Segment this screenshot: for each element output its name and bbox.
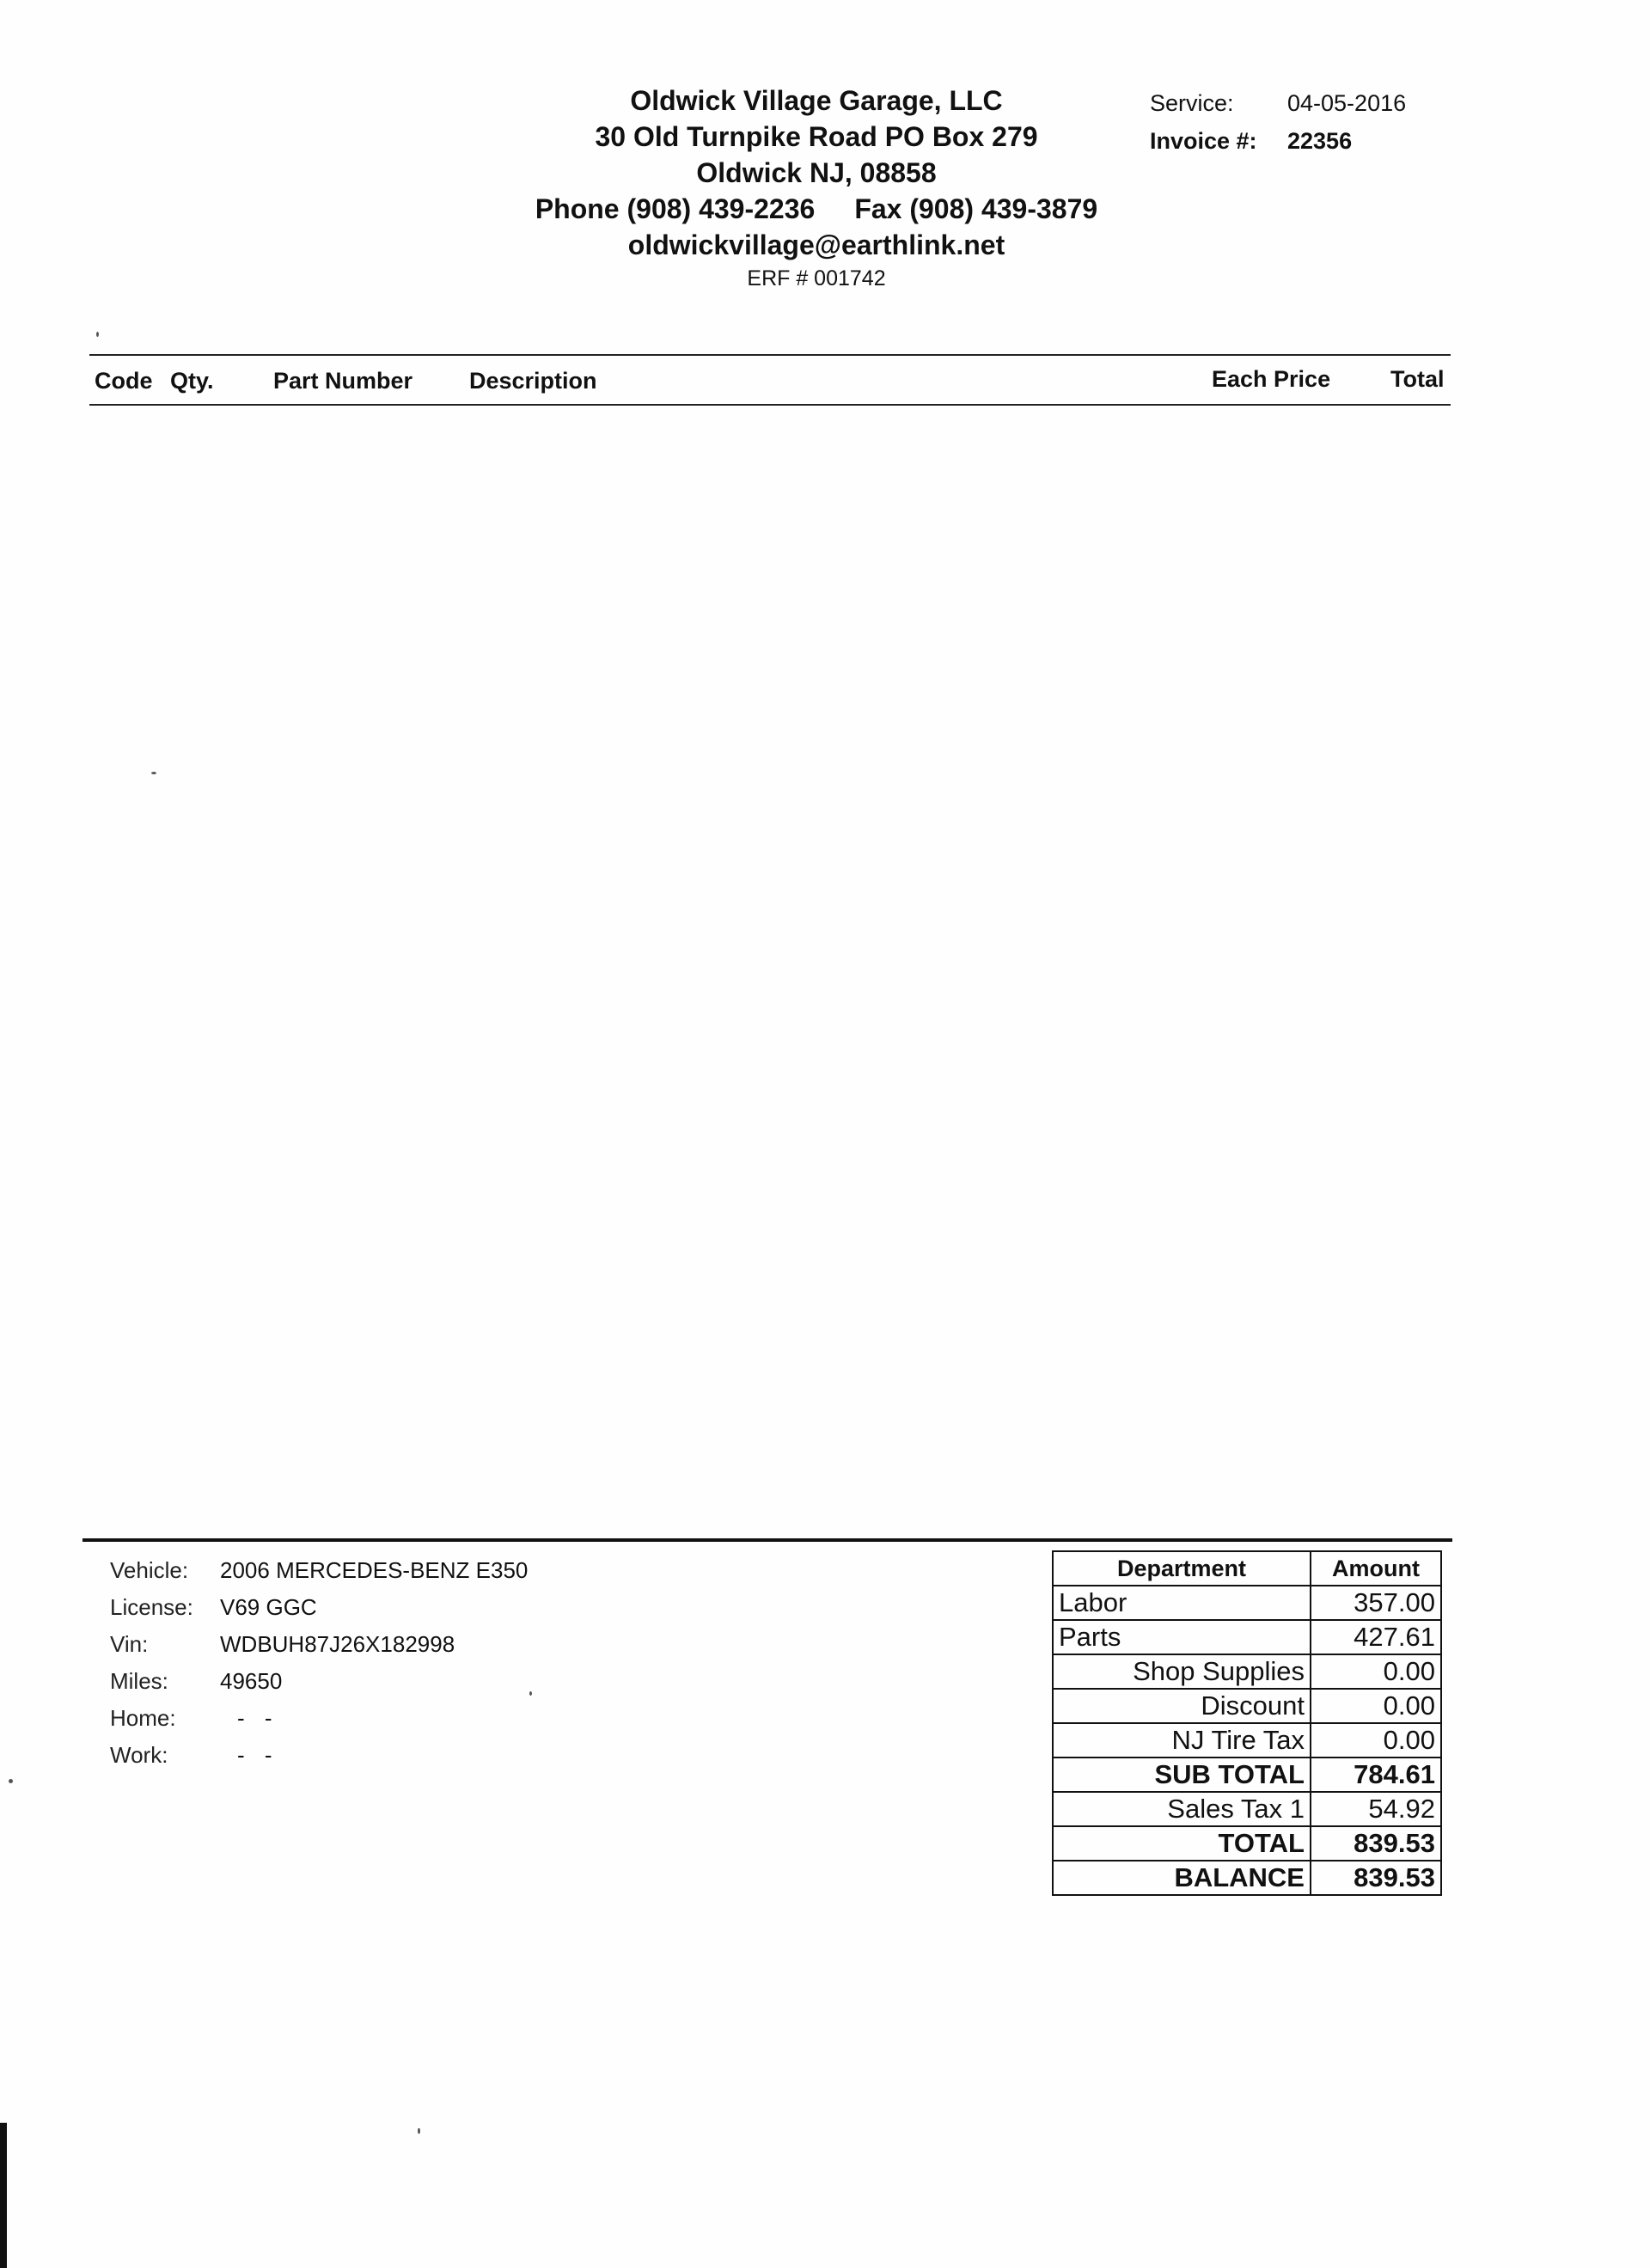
company-name: Oldwick Village Garage, LLC (630, 85, 1003, 116)
tire-tax-row (1053, 1723, 1441, 1758)
labor-row (1053, 1586, 1441, 1620)
service-date: 04-05-2016 (1287, 90, 1407, 116)
vehicle-info (110, 1552, 528, 1774)
column-total: Total (1390, 366, 1445, 392)
subtotal-label: SUB TOTAL (1053, 1758, 1311, 1792)
totals-table (1052, 1550, 1442, 1896)
labor-amount: 357.00 (1311, 1586, 1441, 1620)
company-header (481, 83, 1152, 294)
parts-amount: 427.61 (1311, 1620, 1441, 1654)
invoice-meta (1150, 84, 1406, 160)
shop-supplies-row (1053, 1654, 1441, 1689)
balance-row (1053, 1861, 1441, 1895)
column-qty: Qty. (170, 368, 214, 394)
parts-row (1053, 1620, 1441, 1654)
parts-label: Parts (1053, 1620, 1311, 1654)
work-row (110, 1737, 528, 1774)
company-email: oldwickvillage@earthlink.net (627, 229, 1005, 260)
scan-speck (96, 332, 99, 337)
header-bottom-rule (89, 404, 1451, 406)
vin-label: Vin: (110, 1631, 149, 1657)
invoice-number: 22356 (1287, 128, 1353, 154)
totals-header-row (1053, 1551, 1441, 1586)
home-value: - - (237, 1705, 279, 1731)
sales-tax-row (1053, 1792, 1441, 1826)
subtotal-row (1053, 1758, 1441, 1792)
shop-supplies-amount: 0.00 (1311, 1654, 1441, 1689)
department-header: Department (1053, 1551, 1311, 1586)
discount-amount: 0.00 (1311, 1689, 1441, 1723)
erf-number: ERF # 001742 (747, 266, 886, 290)
sales-tax-label: Sales Tax 1 (1053, 1792, 1311, 1826)
company-address-line-1: 30 Old Turnpike Road PO Box 279 (595, 121, 1038, 152)
tire-tax-amount: 0.00 (1311, 1723, 1441, 1758)
vin-row (110, 1626, 528, 1663)
vin-value: WDBUH87J26X182998 (220, 1631, 455, 1657)
balance-label: BALANCE (1053, 1861, 1311, 1895)
work-label: Work: (110, 1742, 168, 1768)
invoice-label: Invoice #: (1150, 128, 1257, 154)
column-each-price: Each Price (1212, 366, 1331, 392)
scan-speck (9, 1779, 13, 1783)
company-address-line-2: Oldwick NJ, 08858 (696, 157, 937, 188)
company-fax: Fax (908) 439-3879 (854, 193, 1098, 224)
subtotal-amount: 784.61 (1311, 1758, 1441, 1792)
company-phone: Phone (908) 439-2236 (535, 193, 816, 224)
scan-binding-edge (0, 2123, 7, 2268)
amount-header: Amount (1311, 1551, 1441, 1586)
vehicle-value: 2006 MERCEDES-BENZ E350 (220, 1557, 529, 1583)
tire-tax-label: NJ Tire Tax (1053, 1723, 1311, 1758)
sales-tax-amount: 54.92 (1311, 1792, 1441, 1826)
vehicle-label: Vehicle: (110, 1557, 189, 1583)
miles-value: 49650 (220, 1668, 283, 1694)
scan-speck (151, 772, 156, 774)
discount-row (1053, 1689, 1441, 1723)
company-contact (481, 191, 1152, 227)
column-code: Code (95, 368, 153, 394)
scan-speck (418, 2128, 420, 2134)
total-label: TOTAL (1053, 1826, 1311, 1861)
balance-amount: 839.53 (1311, 1861, 1441, 1895)
total-row (1053, 1826, 1441, 1861)
license-value: V69 GGC (220, 1594, 317, 1620)
column-description: Description (469, 368, 597, 394)
discount-label: Discount (1053, 1689, 1311, 1723)
license-label: License: (110, 1594, 193, 1620)
footer-rule (82, 1538, 1452, 1542)
scan-speck (529, 1691, 532, 1696)
vehicle-row (110, 1552, 528, 1589)
service-label: Service: (1150, 90, 1234, 116)
miles-label: Miles: (110, 1668, 168, 1694)
work-value: - - (237, 1742, 279, 1768)
home-label: Home: (110, 1705, 176, 1731)
shop-supplies-label: Shop Supplies (1053, 1654, 1311, 1689)
column-part-number: Part Number (273, 368, 413, 394)
miles-row (110, 1663, 528, 1700)
header-top-rule (89, 354, 1451, 356)
home-row (110, 1700, 528, 1737)
labor-label: Labor (1053, 1586, 1311, 1620)
license-row (110, 1589, 528, 1626)
total-amount: 839.53 (1311, 1826, 1441, 1861)
